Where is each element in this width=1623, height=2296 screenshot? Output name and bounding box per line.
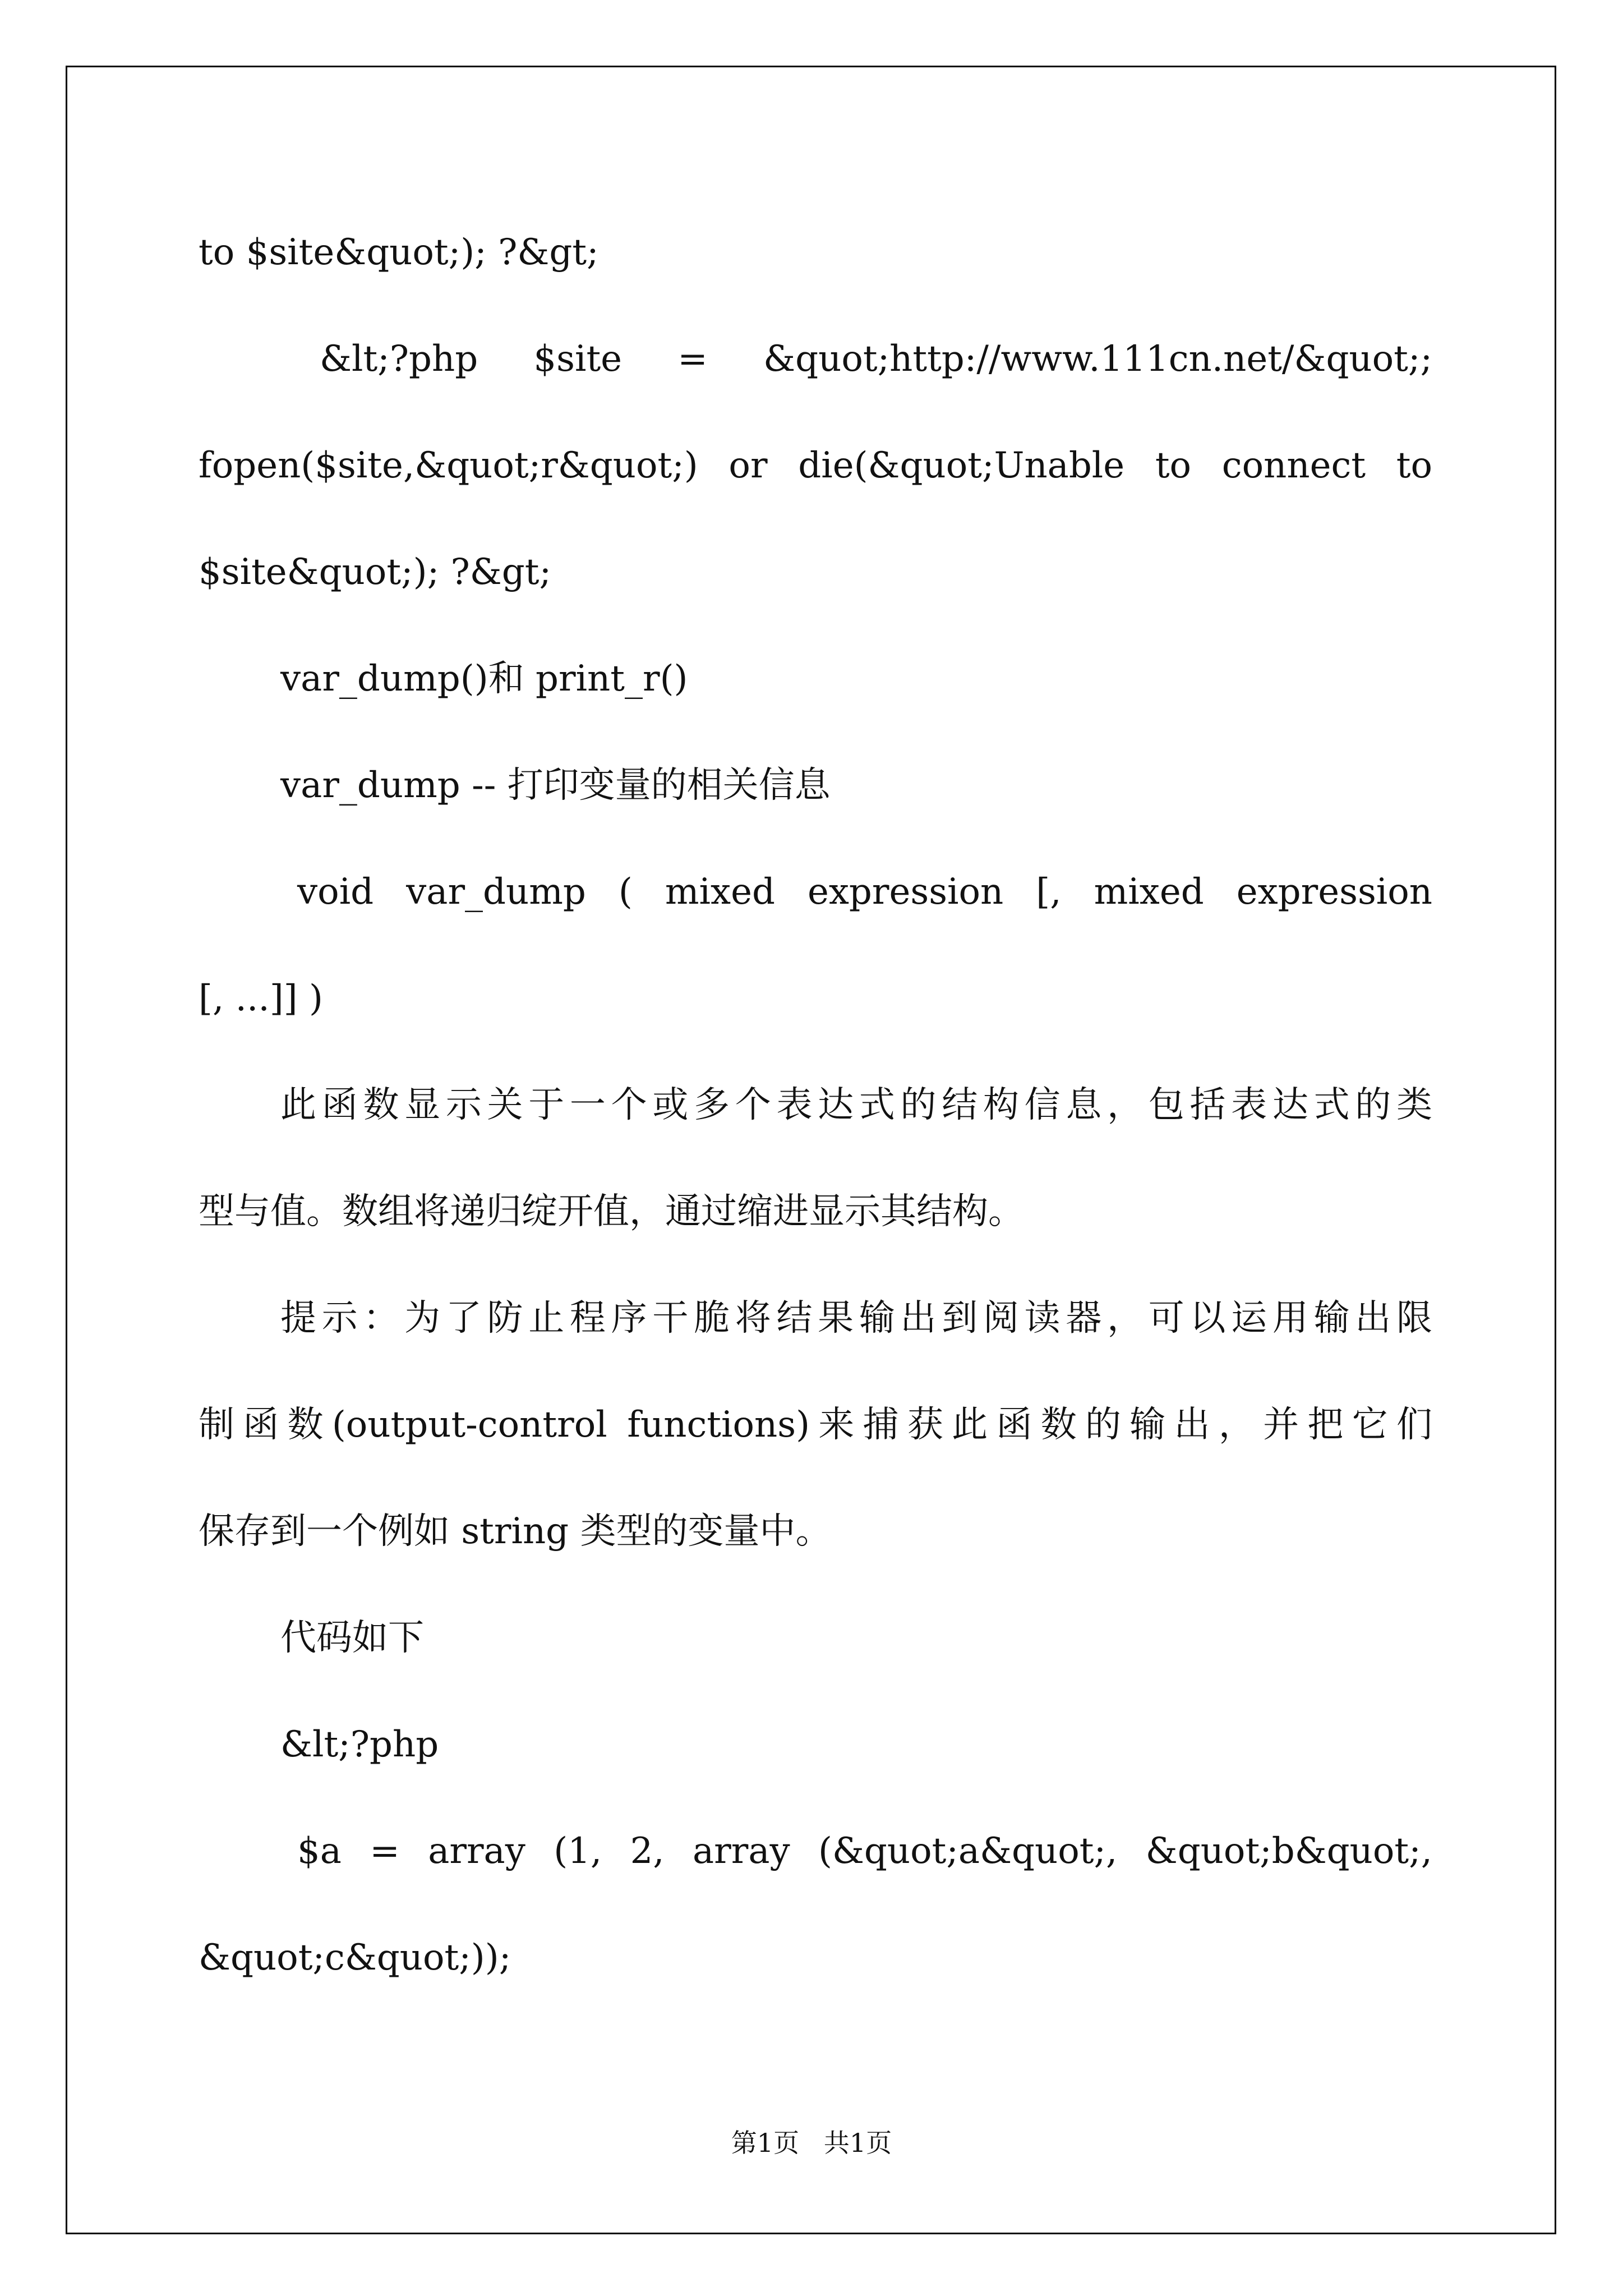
text-line-16: $a = array (1, 2, array (&quot;a&quot;, &quot;b&quot;, <box>297 1830 1432 1872</box>
text-line-7: void var_dump ( mixed expression [, mixed expression <box>297 871 1432 913</box>
text-line-2: &lt;?php $site = &quot;http://www.111cn.net/&quot;; <box>320 338 1432 380</box>
text-line-14: 代码如下 <box>280 1617 424 1659</box>
text-line-8: [, ...]] ) <box>199 978 323 1019</box>
text-line-1: to $site&quot;); ?&gt; <box>199 232 599 273</box>
text-line-10: 型与值。数组将递归绽开值，通过缩进显示其结构。 <box>199 1191 1024 1232</box>
text-line-5: var_dump()和 print_r() <box>280 658 688 700</box>
text-line-9: 此函数显示关于一个或多个表达式的结构信息，包括表达式的类 <box>280 1084 1432 1126</box>
page-footer: 第1页 共1页 <box>731 2128 892 2158</box>
text-line-11: 提示：为了防止程序干脆将结果输出到阅读器，可以运用输出限 <box>280 1297 1432 1339</box>
text-line-3: fopen($site,&quot;r&quot;) or die(&quot;Unable to connect to <box>199 445 1432 486</box>
page-border <box>66 66 1556 2234</box>
text-line-15: &lt;?php <box>280 1724 439 1765</box>
text-line-4: $site&quot;); ?&gt; <box>199 551 551 593</box>
text-line-17: &quot;c&quot;)); <box>199 1937 511 1978</box>
text-line-12: 制函数(output-control functions)来捕获此函数的输出，并把它们 <box>199 1404 1432 1446</box>
text-line-13: 保存到一个例如 string 类型的变量中。 <box>199 1511 832 1552</box>
text-line-6: var_dump -- 打印变量的相关信息 <box>280 765 831 806</box>
